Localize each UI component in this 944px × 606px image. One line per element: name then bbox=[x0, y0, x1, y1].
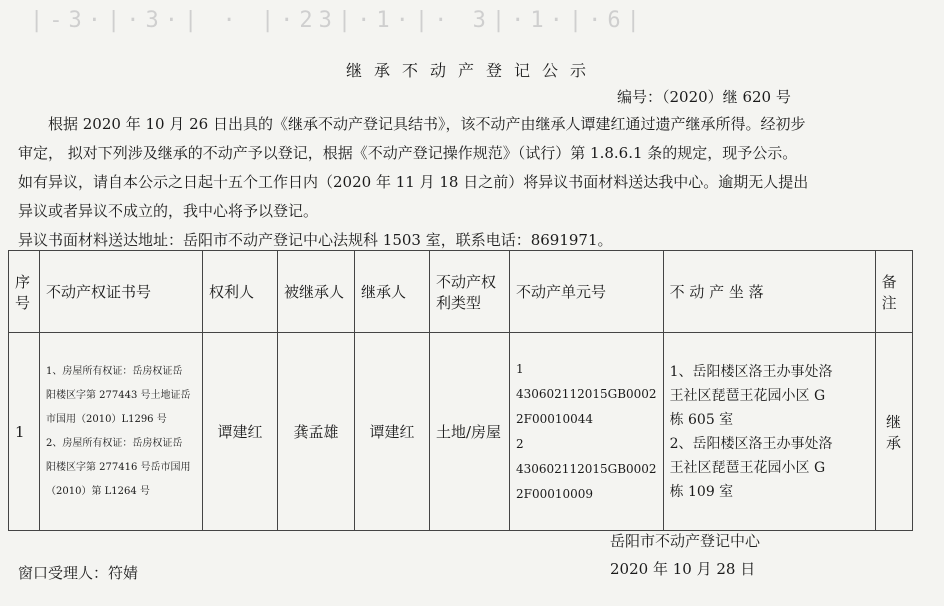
window-clerk: 窗口受理人：符婧 bbox=[18, 564, 139, 582]
cell-heir: 谭建红 bbox=[355, 333, 430, 531]
location-line: 1、岳阳楼区洛王办事处洛 bbox=[669, 363, 833, 380]
header-heir: 继承人 bbox=[355, 251, 430, 333]
table-header-row bbox=[9, 251, 913, 333]
paragraph-line: 异议或者异议不成立的，我中心将予以登记。 bbox=[18, 202, 319, 220]
cert-line: 阳楼区字第 277443 号土地证岳 bbox=[46, 389, 191, 401]
cert-line: 阳楼区字第 277416 号岳市国用 bbox=[46, 461, 191, 473]
bleed-through-artifact: |-3·|·3·| · |·23|·1·|· 3|·1·|·6| bbox=[30, 8, 646, 33]
location-line: 栋 605 室 bbox=[669, 411, 734, 428]
table-row bbox=[9, 333, 913, 531]
objection-address: 异议书面材料送达地址：岳阳市不动产登记中心法规科 1503 室，联系电话：8691971。 bbox=[18, 231, 613, 249]
unit-line: 2F00010009 bbox=[516, 486, 594, 501]
page-title: 继承不动产登记公示 bbox=[345, 61, 598, 80]
unit-line: 2F00010044 bbox=[516, 411, 594, 426]
header-decedent: 被继承人 bbox=[278, 251, 355, 333]
location-line: 栋 109 室 bbox=[669, 483, 734, 500]
cell-cert bbox=[40, 333, 203, 531]
paragraph-line: 审定， 拟对下列涉及继承的不动产予以登记，根据《不动产登记操作规范》（试行）第 1.8.6.1 条的规定，现予公示。 bbox=[18, 144, 798, 162]
cell-type: 土地/房屋 bbox=[430, 333, 510, 531]
cert-line: 1、房屋所有权证：岳房权证岳 bbox=[46, 365, 183, 377]
location-line: 王社区琵琶王花园小区 G bbox=[669, 387, 826, 404]
location-line: 2、岳阳楼区洛王办事处洛 bbox=[669, 435, 833, 452]
header-owner: 权利人 bbox=[203, 251, 278, 333]
paragraph-line: 如有异议，请自本公示之日起十五个工作日内（2020 年 11 月 18 日之前）将异议书面材料送达我中心。逾期无人提出 bbox=[18, 173, 809, 191]
unit-line: 2 bbox=[516, 436, 524, 451]
header-cert: 不动产权证书号 bbox=[40, 251, 203, 333]
unit-line: 430602112015GB0002 bbox=[516, 386, 657, 401]
unit-line: 430602112015GB0002 bbox=[516, 461, 657, 476]
cell-unit bbox=[510, 333, 664, 531]
cell-owner: 谭建红 bbox=[203, 333, 278, 531]
header-location: 不 动 产 坐 落 bbox=[663, 251, 875, 333]
issue-date: 2020 年 10 月 28 日 bbox=[610, 560, 756, 578]
cert-line: （2010）第 L1264 号 bbox=[46, 485, 150, 497]
property-table bbox=[8, 250, 913, 531]
unit-line: 1 bbox=[516, 361, 524, 376]
header-note: 备注 bbox=[875, 251, 912, 333]
header-type: 不动产权利类型 bbox=[430, 251, 510, 333]
header-unit: 不动产单元号 bbox=[510, 251, 664, 333]
cell-seq: 1 bbox=[9, 333, 40, 531]
header-seq: 序号 bbox=[9, 251, 40, 333]
cell-decedent: 龚孟雄 bbox=[278, 333, 355, 531]
notice-paragraph bbox=[18, 110, 918, 226]
paragraph-line: 根据 2020 年 10 月 26 日出具的《继承不动产登记具结书》，该不动产由继承人谭建红通过遗产继承所得。经初步 bbox=[48, 115, 806, 133]
document-number: 编号：（2020）继 620 号 bbox=[617, 88, 791, 106]
cell-note: 继承 bbox=[875, 333, 912, 531]
cert-line: 市国用（2010）L1296 号 bbox=[46, 413, 167, 425]
cert-line: 2、房屋所有权证：岳房权证岳 bbox=[46, 437, 183, 449]
issuing-organization: 岳阳市不动产登记中心 bbox=[610, 532, 761, 550]
cell-location bbox=[663, 333, 875, 531]
location-line: 王社区琵琶王花园小区 G bbox=[669, 459, 826, 476]
